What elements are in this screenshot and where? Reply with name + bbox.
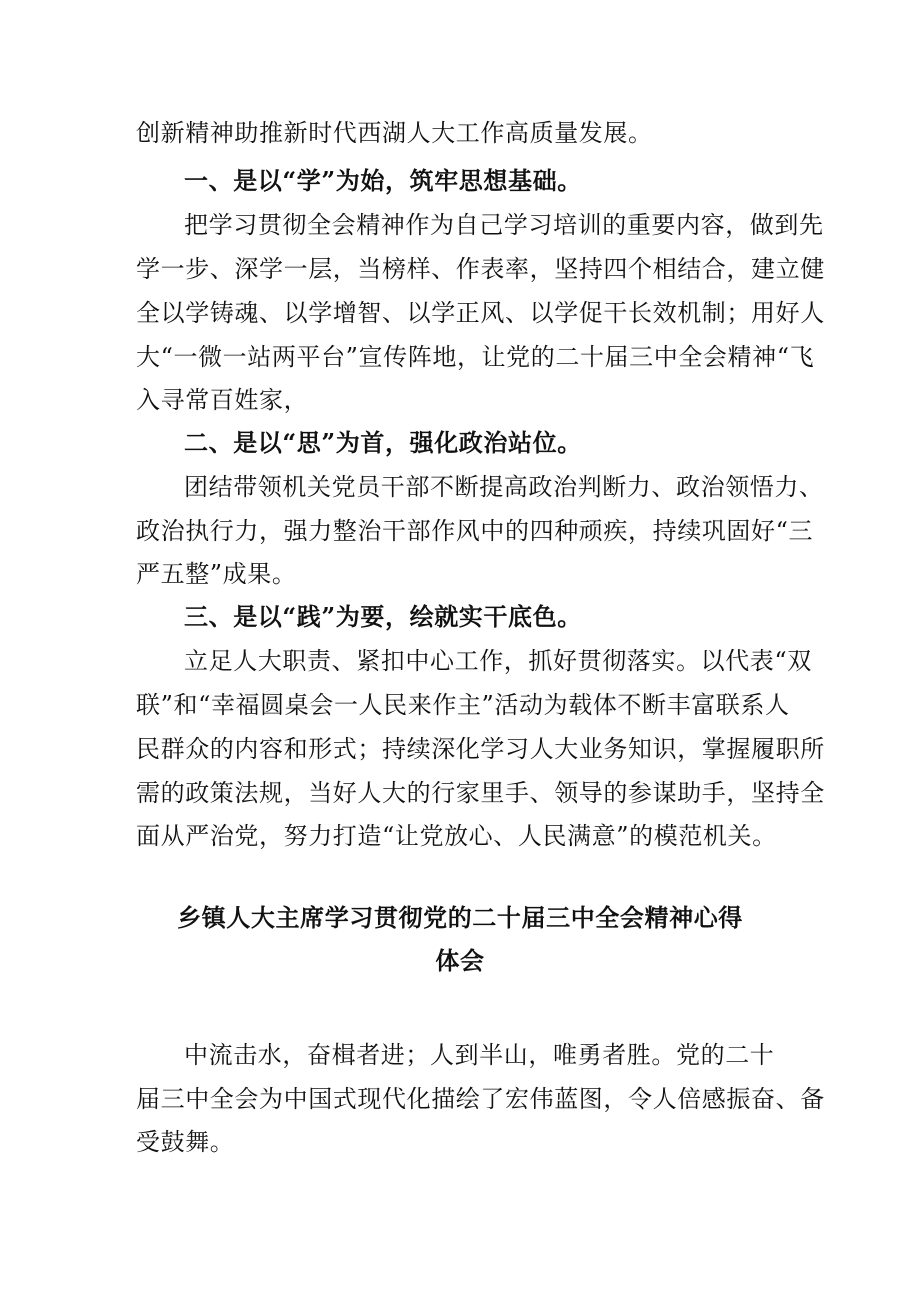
paragraph-line: 联”和“幸福圆桌会一人民来作主”活动为载体不断丰富联系人 (136, 691, 790, 719)
article-title-continued: 体会 (435, 946, 485, 975)
section-heading-2: 二、是以“思”为首，强化政治站位。 (184, 428, 582, 457)
paragraph-line: 届三中全会为中国式现代化描绘了宏伟蓝图，令人倍感振奋、备 (136, 1085, 825, 1113)
body-text-line: 创新精神助推新时代西湖人大工作高质量发展。 (136, 119, 653, 147)
paragraph-line: 团结带领机关党员干部不断提高政治判断力、政治领悟力、 (184, 473, 824, 501)
paragraph-line: 民群众的内容和形式；持续深化学习人大业务知识，掌握履职所 (136, 735, 825, 763)
paragraph-line: 立足人大职责、紧扣中心工作，抓好贯彻落实。以代表“双 (184, 647, 812, 675)
section-heading-3: 三、是以“践”为要，绘就实干底色。 (184, 602, 582, 631)
paragraph-line: 严五整”成果。 (136, 560, 297, 588)
paragraph-line: 中流击水，奋楫者进；人到半山，唯勇者胜。党的二十 (184, 1041, 775, 1069)
paragraph-line: 入寻常百姓家， (136, 386, 309, 414)
paragraph-line: 大“一微一站两平台”宣传阵地，让党的二十届三中全会精神“飞 (136, 343, 815, 371)
section-heading-1: 一、是以“学”为始，筑牢思想基础。 (184, 166, 582, 195)
paragraph-line: 学一步、深学一层，当榜样、作表率，坚持四个相结合，建立健 (136, 255, 825, 283)
paragraph-line: 需的政策法规，当好人大的行家里手、领导的参谋助手，坚持全 (136, 779, 825, 807)
paragraph-line: 受鼓舞。 (136, 1128, 235, 1156)
paragraph-line: 面从严治党，努力打造“让党放心、人民满意”的模范机关。 (136, 822, 777, 850)
paragraph-line: 把学习贯彻全会精神作为自己学习培训的重要内容，做到先 (184, 211, 824, 239)
paragraph-line: 全以学铸魂、以学增智、以学正风、以学促干长效机制；用好人 (136, 299, 825, 327)
paragraph-line: 政治执行力，强力整治干部作风中的四种顽疾，持续巩固好“三 (136, 517, 814, 545)
article-title: 乡镇人大主席学习贯彻党的二十届三中全会精神心得 (177, 903, 743, 932)
